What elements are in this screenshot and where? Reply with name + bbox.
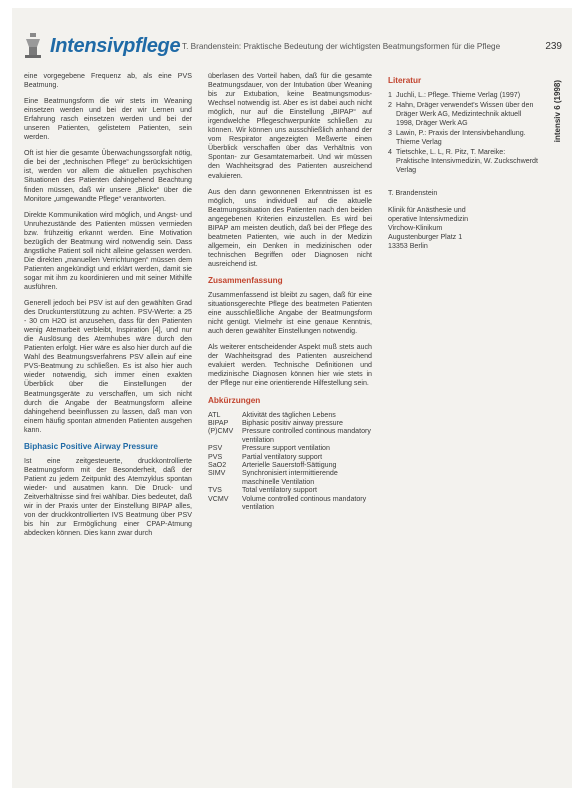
table-row (208, 461, 372, 469)
paragraph: Aus den dann gewonnenen Erkenntnissen ist es möglich, uns individuell auf die aktuelle Beatmungssituation des Patienten nach den beiden angegebenen Kriterien einzustellen. Es wird bei BIPAP am meisten deutlich, daß bei der Pflege des beatmeten Patienten, wie auch in der Medizin allgemein, ein Denken in medizinischen oder technischen Begriffen oder Diagnosen nicht ausreichend ist. (208, 187, 372, 268)
journal-logo-icon (22, 33, 44, 59)
abbreviation-meaning: Arterielle Sauerstoff-Sättigung (242, 460, 337, 469)
address-line: Augustenburger Platz 1 (388, 232, 463, 241)
abbreviation: SIMV (208, 469, 226, 478)
reference-number: 3 (388, 129, 392, 138)
author-address (388, 206, 538, 251)
paragraph: Eine Beatmungsform die wir stets im Weaning einsetzen werden und bei der wir Lernen und Erfahrung rasch einsetzen werden und bei der unseren Patienten, gelistetem Patienten, sein werden. (24, 97, 192, 142)
table-row (208, 444, 372, 452)
paragraph: Generell jedoch bei PSV ist auf den gewählten Grad des Druckunterstützung zu achten. PSV-Werte: a 25 - 30 cm H2O ist anzusehen, dass für den Patienten wenig Atemarbeit verbleibt, Inspiration [4], und nur die Auslösung des Atemhubes wäre durch den Patienten erfolgt. Hier wäre es also hier durch auf die Wahl des Beatmungsverfahrens PSV allein auf eine PVS-Beatmung zu schließen. Es ist also hier auch wieder notwendig, sich immer einen exakten Überblick über die Einstellungen der Beatmungsgeräte zu verschaffen, um sich nicht durch die Angabe der Beatmungsform alleine dahingehend beeinflussen zu lassen, daß man von einem häufig spontan atmenden Patienten ausgehen kann. (24, 299, 192, 434)
table-row (208, 469, 372, 486)
page-header (22, 30, 562, 64)
address-line: operative Intensivmedizin (388, 214, 469, 223)
text-column-right (388, 72, 538, 332)
abbreviation-meaning: Partial ventilatory support (242, 452, 323, 461)
paragraph: Oft ist hier die gesamte Überwachungssorgfalt nötig, die bei der „technischen Pflege“ zu berücksichtigen ist, werden vor allem die aktuellen psychischen Situationen des Patienten dahingehend Beachtung finden müssen, daß wir unsere „Blicke“ über die Monitore „umgewandte Pflege“ verantworten. (24, 149, 192, 203)
table-row (208, 419, 372, 427)
abbreviation: TVS (208, 486, 222, 495)
text-column-middle (208, 72, 372, 784)
reference-text: Juchli, L.: Pflege. Thieme Verlag (1997) (396, 91, 521, 100)
journal-title: Intensivpflege (50, 35, 181, 57)
table-row (208, 453, 372, 461)
list-item (388, 129, 538, 147)
abbreviation-meaning: Aktivität des täglichen Lebens (242, 410, 336, 419)
abbreviation-meaning: Biphasic positiv airway pressure (242, 418, 343, 427)
list-item (388, 148, 538, 175)
section-heading: Literatur (388, 76, 422, 85)
journal-page (12, 8, 572, 788)
table-row (208, 427, 372, 444)
running-head: T. Brandenstein: Praktische Bedeutung der wichtigsten Beatmungsformen für die Pflege (182, 42, 501, 51)
paragraph: Zusammenfassend ist bleibt zu sagen, daß für eine situationsgerechte Pflege des beatmeten Patienten eine ausschließliche Angabe der Beatmungsform nicht genügt. Vielmehr ist eine genaue Kenntnis, auch deren gewählter Einstellungen notwendig. (208, 291, 372, 336)
paragraph: Als weiterer entscheidender Aspekt muß stets auch der Wachheitsgrad des Patienten ausreichend evaluiert werden. Technische Definitionen und medizinische Diagnosen können hier wie stets in der Pflege nur eine orientierende Hilfestellung sein. (208, 343, 372, 388)
abbreviation-meaning: Total ventilatory support (242, 486, 317, 495)
author-name: T. Brandenstein (388, 189, 438, 198)
table-row (208, 411, 372, 419)
abbreviation-meaning: Pressure support ventilation (242, 444, 330, 453)
page-number: 239 (545, 41, 562, 52)
abbreviation: PSV (208, 444, 223, 453)
abbreviation: VCMV (208, 494, 229, 503)
abbreviation-meaning: Volume controlled continous mandatory ventilation (242, 494, 367, 512)
abbreviation: PVS (208, 452, 223, 461)
reference-text: Lawin, P.: Praxis der Intensivbehandlung. Thieme Verlag (396, 129, 526, 147)
list-item (388, 101, 538, 128)
paragraph: Direkte Kommunikation wird möglich, und Angst- und Unruhezustände des Patienten müssen vermieden bzw. frühzeitig erkannt werden. Eine Motivation bezüglich der Beatmung wird notwendig sein. Dass ängstliche Patient soll nicht alleine gelassen werden. Die direkten „manuellen Verrichtungen“ müssen dem Patienten angekündigt und erklärt werden, damit sie sogar mit ihm zu koordinieren und mit seiner Mithilfe ausführen. (24, 210, 192, 291)
paragraph: eine vorgegebene Frequenz ab, als eine PVS Beatmung. (24, 72, 192, 90)
abbreviation-meaning: Pressure controlled continous mandatory ventilation (242, 427, 371, 444)
table-row (208, 486, 372, 494)
section-heading: Biphasic Positive Airway Pressure (24, 441, 158, 451)
address-line: Virchow-Klinikum (388, 223, 443, 232)
section-heading: Zusammenfassung (208, 275, 283, 285)
abbreviation-table (208, 411, 372, 512)
address-line: 13353 Berlin (388, 241, 428, 250)
reference-number: 2 (388, 101, 392, 110)
table-row (208, 495, 372, 512)
address-line: Klinik für Anästhesie und (388, 205, 466, 214)
text-column-left (24, 72, 192, 784)
abbreviation: (P)CMV (208, 427, 234, 436)
list-item (388, 91, 538, 100)
abbreviation: SaO2 (208, 460, 227, 469)
reference-text: Hahn, Dräger verwendet's Wissen über den Dräger Werk AG, Medizintechnik aktuell 1998, Dräger Werk AG (396, 101, 534, 128)
paragraph: Ist eine zeitgesteuerte, druckkontrollierte Beatmungsform mit der Besonderheit, daß der Patient zu jedem Zeitpunkt des Atemzyklus spontan wieder- und ausatmen kann. Die Druck- und Zeitverhältnisse sind frei wählbar. Dies bedeutet, daß wir in der Praxis unter der Einstellung BIPAP alles, von der druckkontrollierten IVS Beatmung über PSV bis hin zur Ermöglichung einer CPAP-Atmung abdecken können. Dies kann zwar durch (24, 456, 192, 538)
reference-list (388, 91, 538, 175)
abbreviation: ATL (208, 410, 221, 419)
reference-number: 4 (388, 148, 392, 157)
issue-side-label: intensiv 6 (1998) (553, 80, 562, 143)
section-heading: Abkürzungen (208, 395, 261, 405)
abbreviation-meaning: Synchronisiert intermittierende maschinelle Ventilation (242, 469, 338, 486)
reference-number: 1 (388, 91, 392, 100)
paragraph: überlasen des Vorteil haben, daß für die gesamte Beatmungsdauer, von der Intubation über Weaning bis zur Extubation, keine Beatmungsmodus-Wechsel notwendig ist. Aber es ist dabei auch nicht möglich, nur auf die Einstellung „BIPAP“ auf irgendwelche Pflegeschwerpunkte schließen zu können. Wir können uns ausschließlich anhand der vom Respirator angezeigten Meßwerte einen Überblick verschaffen über das Verhältnis von Spontan- zur Gesamtatemarbeit. Und wir müssen den Wachheitsgrad des Patienten ausreichend evaluieren. (208, 72, 372, 180)
abbreviation: BIPAP (208, 418, 229, 427)
reference-text: Tietschke, L. L, R. Pitz, T. Mareike: Praktische Intensivmedizin, W. Zuckschwerdt Verlag (396, 148, 538, 175)
